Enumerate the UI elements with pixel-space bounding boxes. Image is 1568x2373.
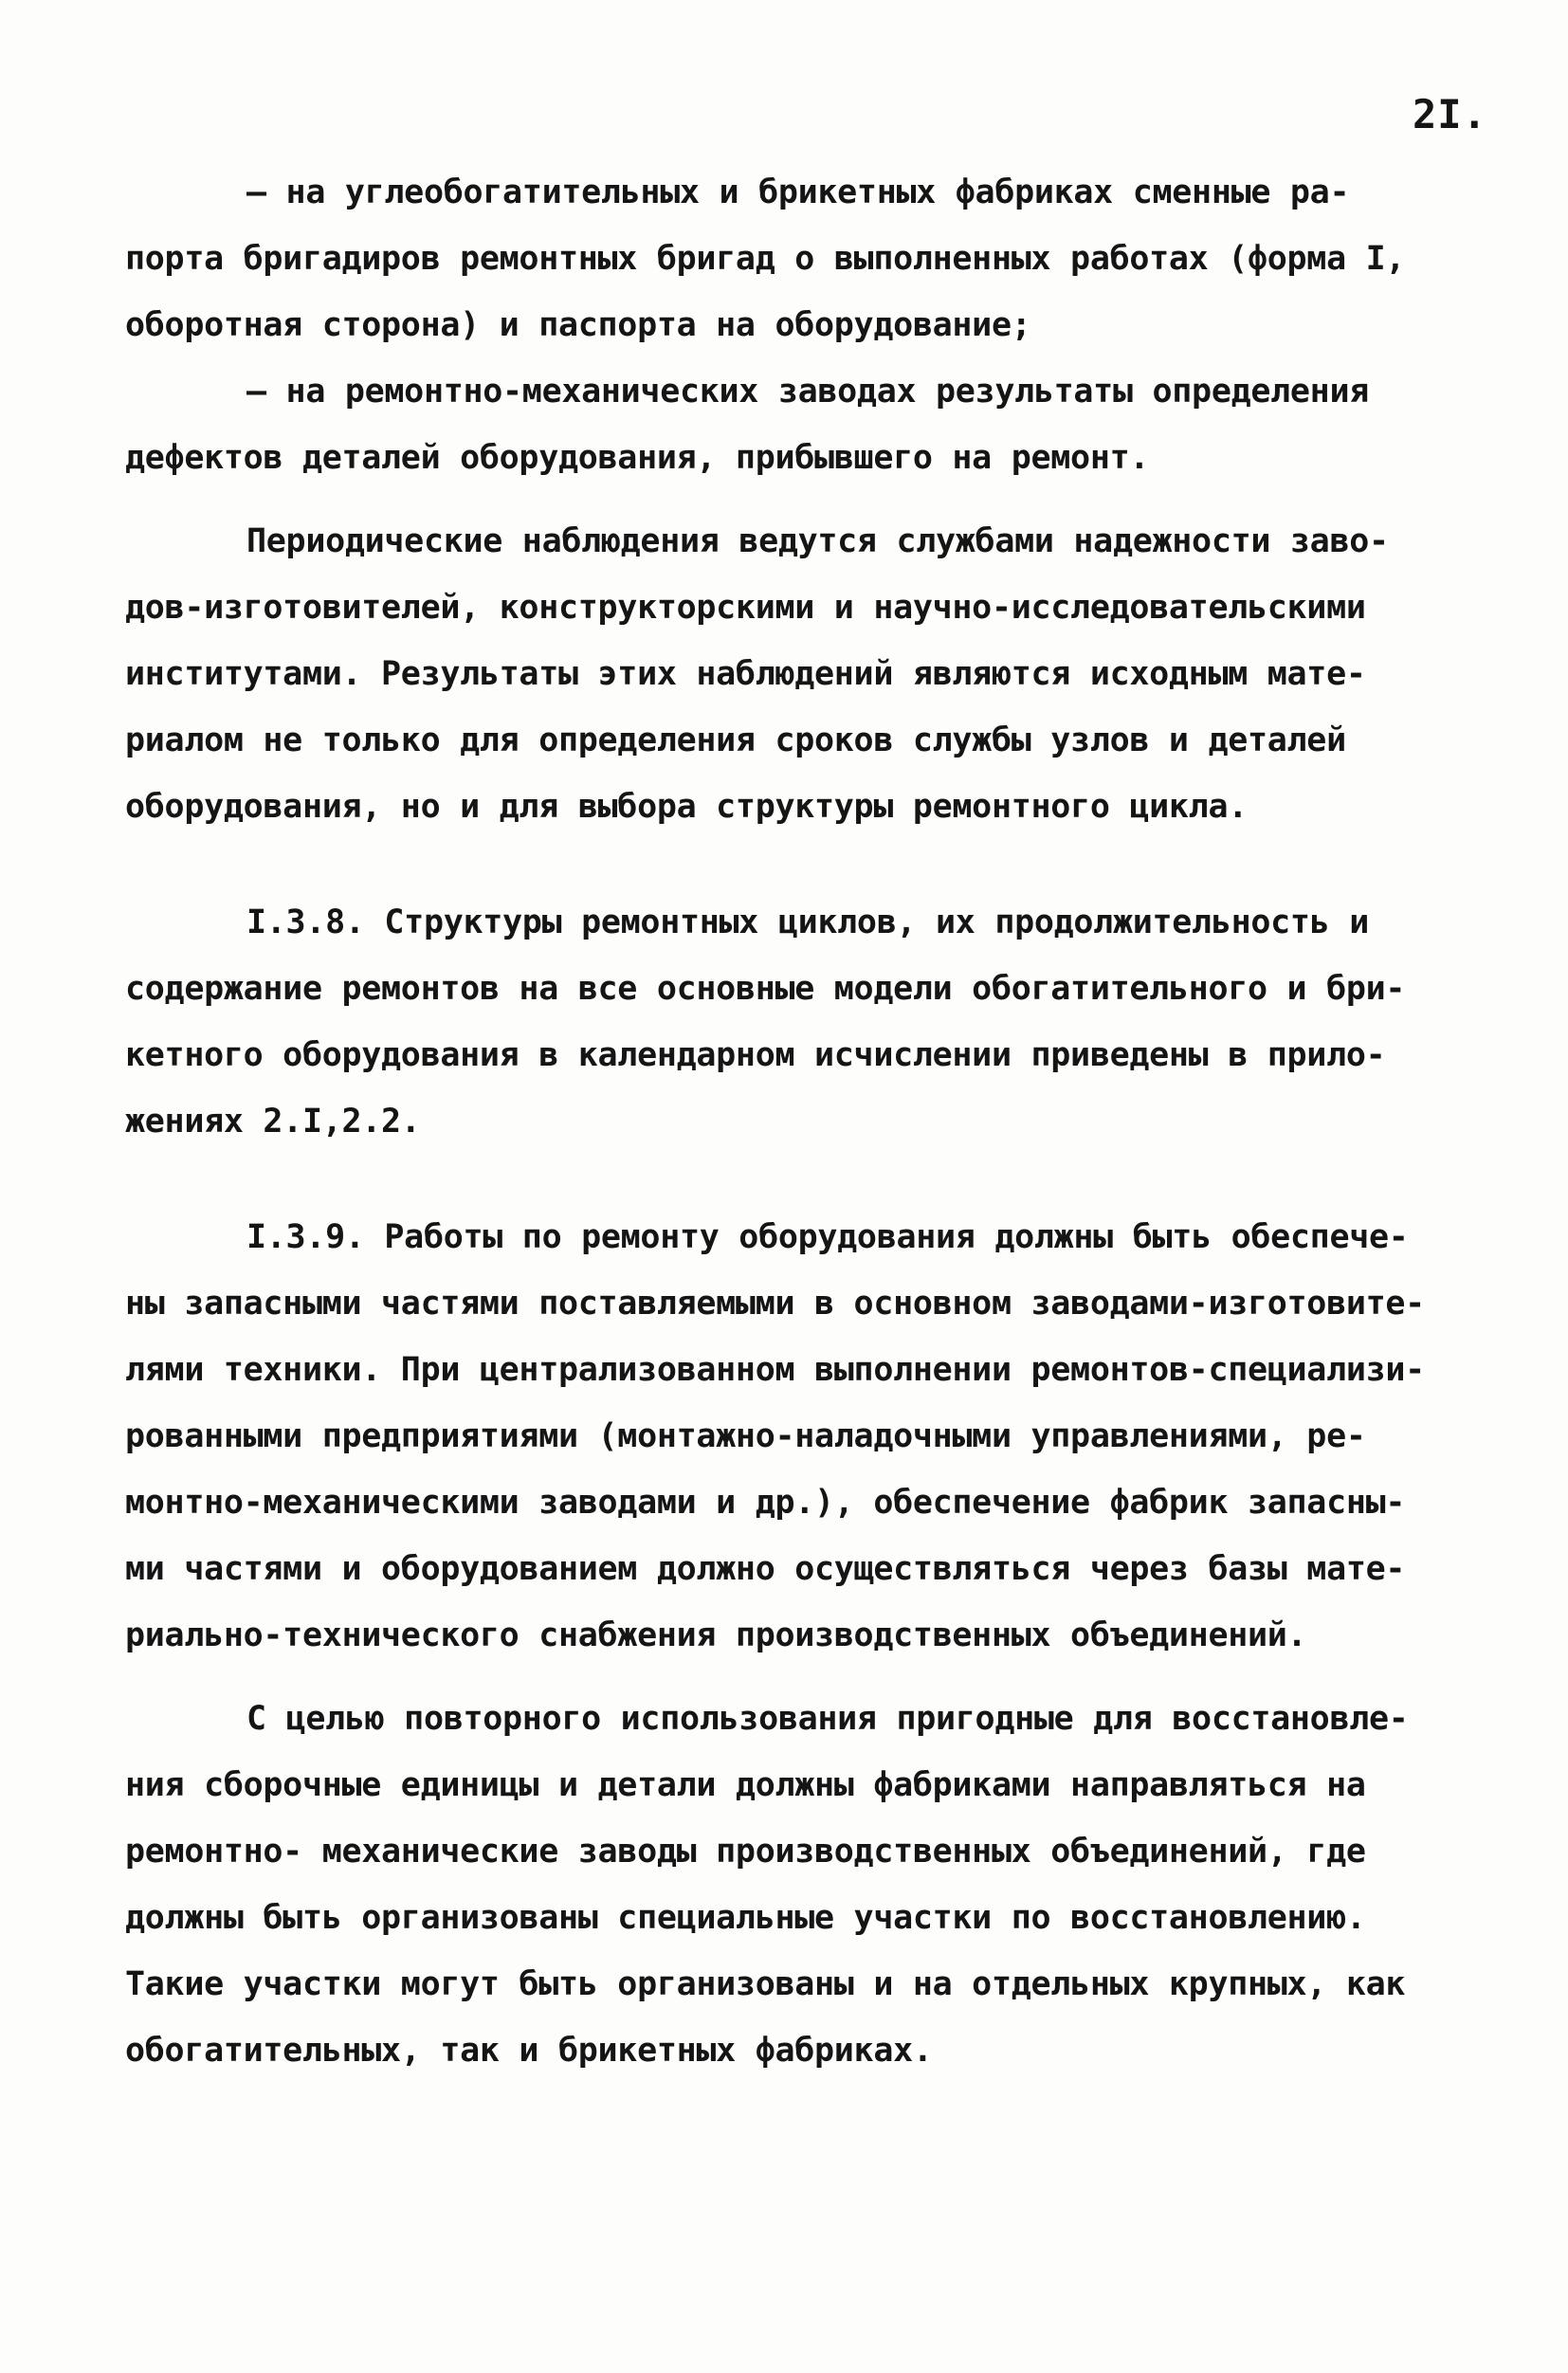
text-line: С целью повторного использования пригодные для восстановле- [246, 1700, 1409, 1738]
text-line: содержание ремонтов на все основные модели обогатительного и бри- [125, 970, 1406, 1008]
text-line: кетного оборудования в календарном исчислении приведены в прило- [125, 1036, 1386, 1074]
text-line: ремонтно- механические заводы производственных объединений, где [125, 1833, 1366, 1871]
text-line: ны запасными частями поставляемыми в основном заводами-изготовите- [125, 1285, 1425, 1323]
text-line: дов-изготовителей, конструкторскими и научно-исследовательскими [125, 589, 1366, 627]
text-line: порта бригадиров ремонтных бригад о выполненных работах (форма I, [125, 240, 1406, 278]
text-line: рованными предприятиями (монтажно-наладочными управлениями, ре- [125, 1417, 1366, 1455]
text-line: – на углеобогатительных и брикетных фабриках сменные ра- [246, 173, 1350, 211]
text-line: ния сборочные единицы и детали должны фабриками направляться на [125, 1766, 1366, 1804]
text-line: риально-технического снабжения производственных объединений. [125, 1616, 1307, 1654]
paragraph-5 [125, 1204, 1452, 1669]
text-line: жениях 2.I,2.2. [125, 1103, 421, 1141]
text-line: дефектов деталей оборудования, прибывшего на ремонт. [125, 439, 1150, 477]
paragraph-3 [125, 508, 1452, 840]
text-line: I.3.9. Работы по ремонту оборудования должны быть обеспече- [246, 1218, 1409, 1256]
text-line: лями техники. При централизованном выполнении ремонтов-специализи- [125, 1351, 1425, 1389]
paragraph-6 [125, 1686, 1452, 2084]
document-body [125, 159, 1452, 2084]
text-line: монтно-механическими заводами и др.), обеспечение фабрик запасны- [125, 1484, 1406, 1522]
paragraph-4 [125, 889, 1452, 1155]
page-number: 2I. [1413, 91, 1487, 137]
text-line: обогатительных, так и брикетных фабриках. [125, 2032, 933, 2070]
text-line: оборудования, но и для выбора структуры ремонтного цикла. [125, 788, 1248, 826]
text-line: Такие участки могут быть организованы и на отдельных крупных, как [125, 1965, 1406, 2003]
paragraph-1 [125, 159, 1452, 358]
text-line: оборотная сторона) и паспорта на оборудование; [125, 306, 1031, 344]
text-line: I.3.8. Структуры ремонтных циклов, их продолжительность и [246, 904, 1369, 941]
text-line: Периодические наблюдения ведутся службами надежности заво- [246, 522, 1389, 560]
paragraph-2 [125, 358, 1452, 491]
text-line: риалом не только для определения сроков службы узлов и деталей [125, 721, 1346, 759]
text-line: ми частями и оборудованием должно осуществляться через базы мате- [125, 1550, 1406, 1588]
text-line: институтами. Результаты этих наблюдений являются исходным мате- [125, 655, 1366, 693]
text-line: – на ремонтно-механических заводах результаты определения [246, 373, 1369, 411]
text-line: должны быть организованы специальные участки по восстановлению. [125, 1899, 1366, 1937]
